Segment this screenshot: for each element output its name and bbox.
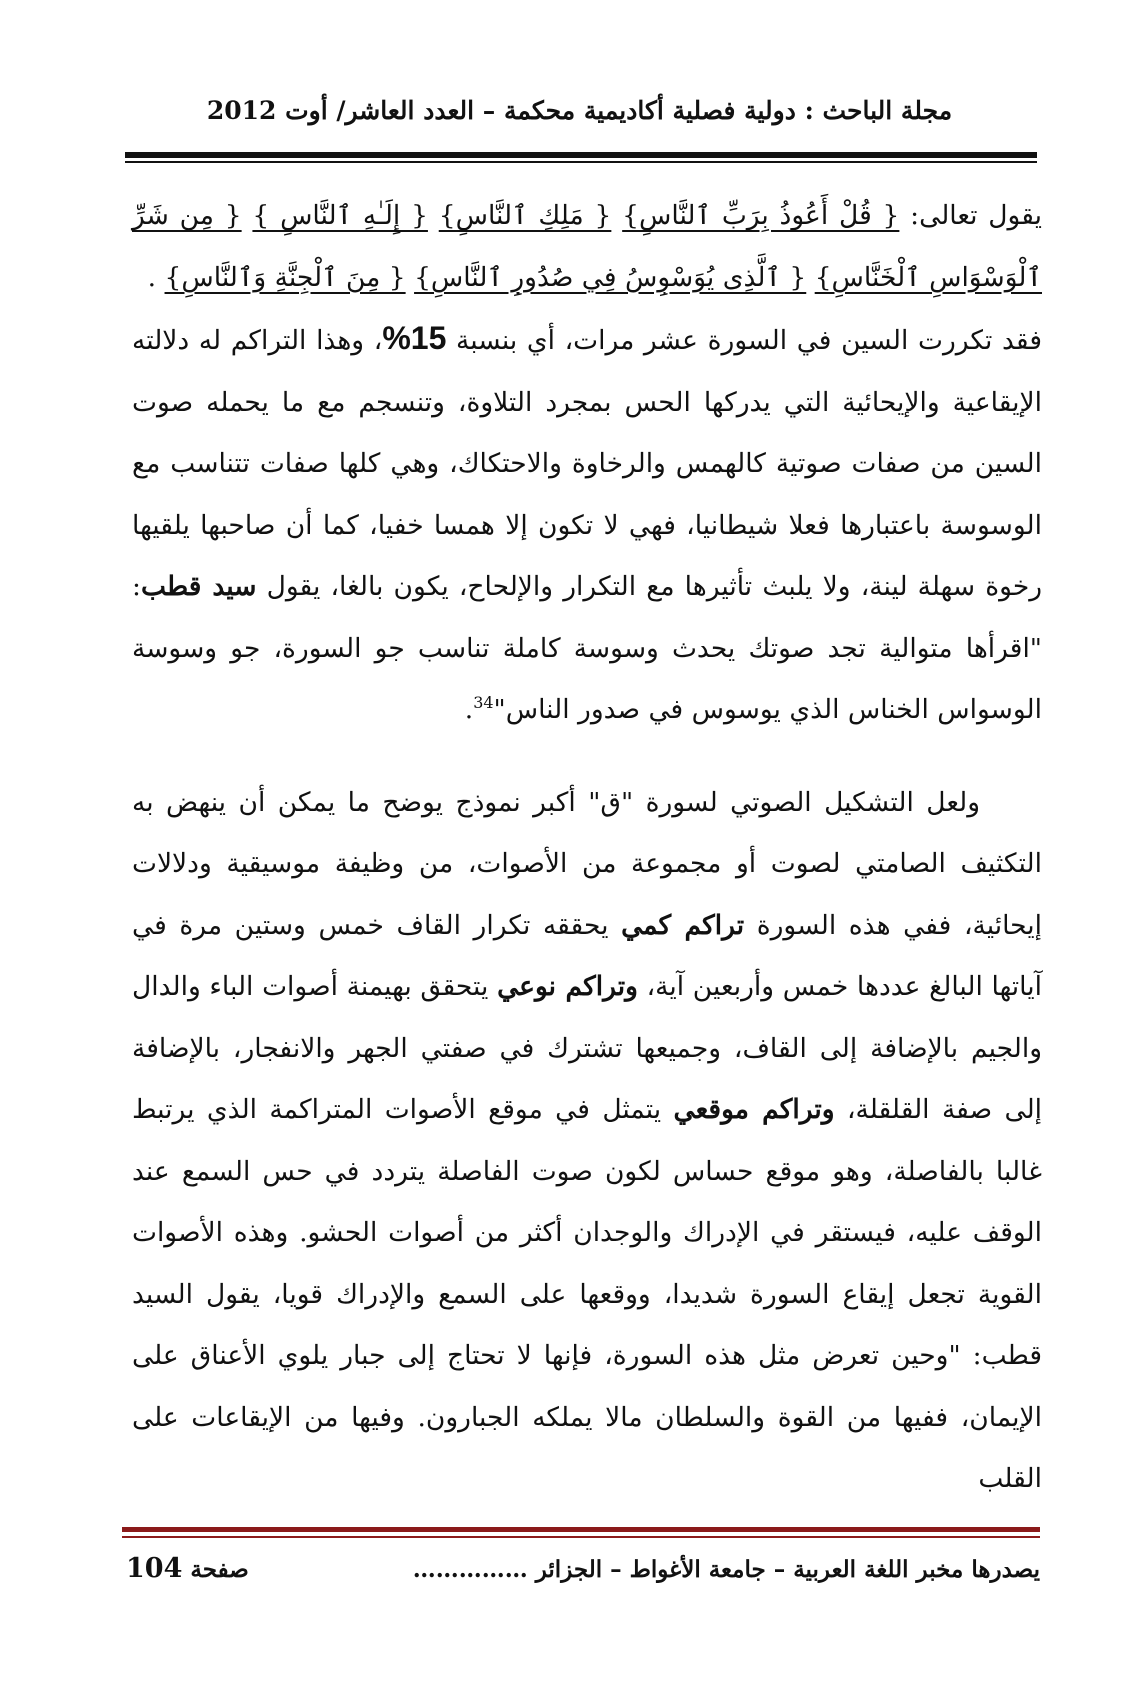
author-name: سيد قطب xyxy=(140,571,257,602)
verse-3: { إِلَـٰهِ ٱلنَّاسِ } xyxy=(252,200,428,231)
verse-2: { مَلِكِ ٱلنَّاسِ} xyxy=(438,200,612,231)
page-number: 104 xyxy=(126,1553,183,1584)
verse-6: { مِنَ ٱلْجِنَّةِ وَٱلنَّاسِ} xyxy=(164,261,406,293)
article-body xyxy=(132,185,1042,1510)
page-footer xyxy=(126,1553,1040,1584)
para3-text-4: يتمثل في موقع الأصوات المتراكمة الذي يرتبط غالبا بالفاصلة، وهو موقع حساس لكون صوت الفاصلة يتردد في حس السمع عند الوقف عليه، فيستقر في الإدراك والوجدان أكثر من أصوات الحشو. وهذه الأصوات القوية تجعل إيقاع السورة شديدا، ووقعها على السمع والإدراك قويا، يقول السيد قطب: "وحين تعرض مثل هذه السورة، فإنها لا تحتاج إلى جبار يلوي الأعناق على الإيمان، ففيها من القوة والسلطان مالا يملكه الجبارون. وفيها من الإيقاعات على القلب xyxy=(132,1094,1042,1494)
quote-intro: يقول تعالى: xyxy=(899,200,1043,231)
quran-quote-paragraph xyxy=(132,185,1042,308)
header-rule-thin xyxy=(125,161,1037,163)
para2-text-1: فقد تكررت السين في السورة عشر مرات، أي بنسبة xyxy=(446,325,1043,356)
para3-text-2: يحققه تكرار القاف خمس وستين مرة في آياتها البالغ عددها خمس وأربعين آية، xyxy=(132,909,1042,1002)
term-qualitative: وتراكم نوعي xyxy=(497,971,638,1002)
para2-end: . xyxy=(464,694,474,725)
para3-text-1: ولعل التشكيل الصوتي لسورة "ق" أكبر نموذج يوضح ما يمكن أن ينهض به التكثيف الصامتي لصوت أو مجموعة من الأصوات، من وظيفة موسيقية ودلالات إيحائية، ففي هذه السورة xyxy=(132,786,1042,941)
verse-5: { ٱلَّذِى يُوَسْوِسُ فِي صُدُورِ ٱلنَّاسِ} xyxy=(414,261,807,293)
para2-text-2: ، وهذا التراكم له دلالته الإيقاعية والإيحائية التي يدركها الحس بمجرد التلاوة، وتنسجم مع ما يحمله صوت السين من صفات صوتية كالهمس والرخاوة والاحتكاك، وهي كلها صفات تتناسب مع الوسوسة باعتبارها فعلا شيطانيا، فهي لا تكون إلا همسا خفيا، كما أن صاحبها يلقيها رخوة سهلة لينة، ولا يلبث تأثيرها مع التكرار والإلحاح، يكون بالغا، يقول xyxy=(132,325,1042,602)
verse-end: . xyxy=(147,261,165,293)
surah-qaf-paragraph xyxy=(132,772,1042,1510)
journal-header: مجلة الباحث : دولية فصلية أكاديمية محكمة – العدد العاشر/ أوت 2012 xyxy=(206,96,953,125)
sin-analysis-paragraph xyxy=(132,308,1042,741)
footer-rule-thick xyxy=(122,1527,1040,1532)
page-number-block xyxy=(126,1553,249,1584)
verse-1: { قُلْ أَعُوذُ بِرَبِّ ٱلنَّاسِ} xyxy=(622,200,900,231)
verse-4: { مِن شَرِّ ٱلْوَسْوَاسِ ٱلْخَنَّاسِ} xyxy=(132,200,1042,293)
footer-rule-thin xyxy=(122,1536,1040,1538)
para3-text-3: يتحقق بهيمنة أصوات الباء والدال والجيم بالإضافة إلى القاف، وجميعها تشترك في صفتي الجهر والانفجار، بالإضافة إلى صفة القلقلة، xyxy=(132,971,1043,1125)
header-rule-thick xyxy=(125,152,1037,158)
term-positional: وتراكم موقعي xyxy=(673,1094,835,1125)
footnote-ref: 34 xyxy=(473,693,494,713)
para2-text-3: : "اقرأها متوالية تجد صوتك يحدث وسوسة كاملة تناسب جو السورة، جو وسوسة الوسواس الخناس الذي يوسوس في صدور الناس" xyxy=(132,571,1042,725)
term-quantitative: تراكم كمي xyxy=(621,909,745,941)
publisher-line: يصدرها مخبر اللغة العربية – جامعة الأغواط – الجزائر …………… xyxy=(412,1556,1040,1583)
page-label: صفحة xyxy=(190,1556,249,1583)
percentage-value: 15% xyxy=(382,320,447,356)
